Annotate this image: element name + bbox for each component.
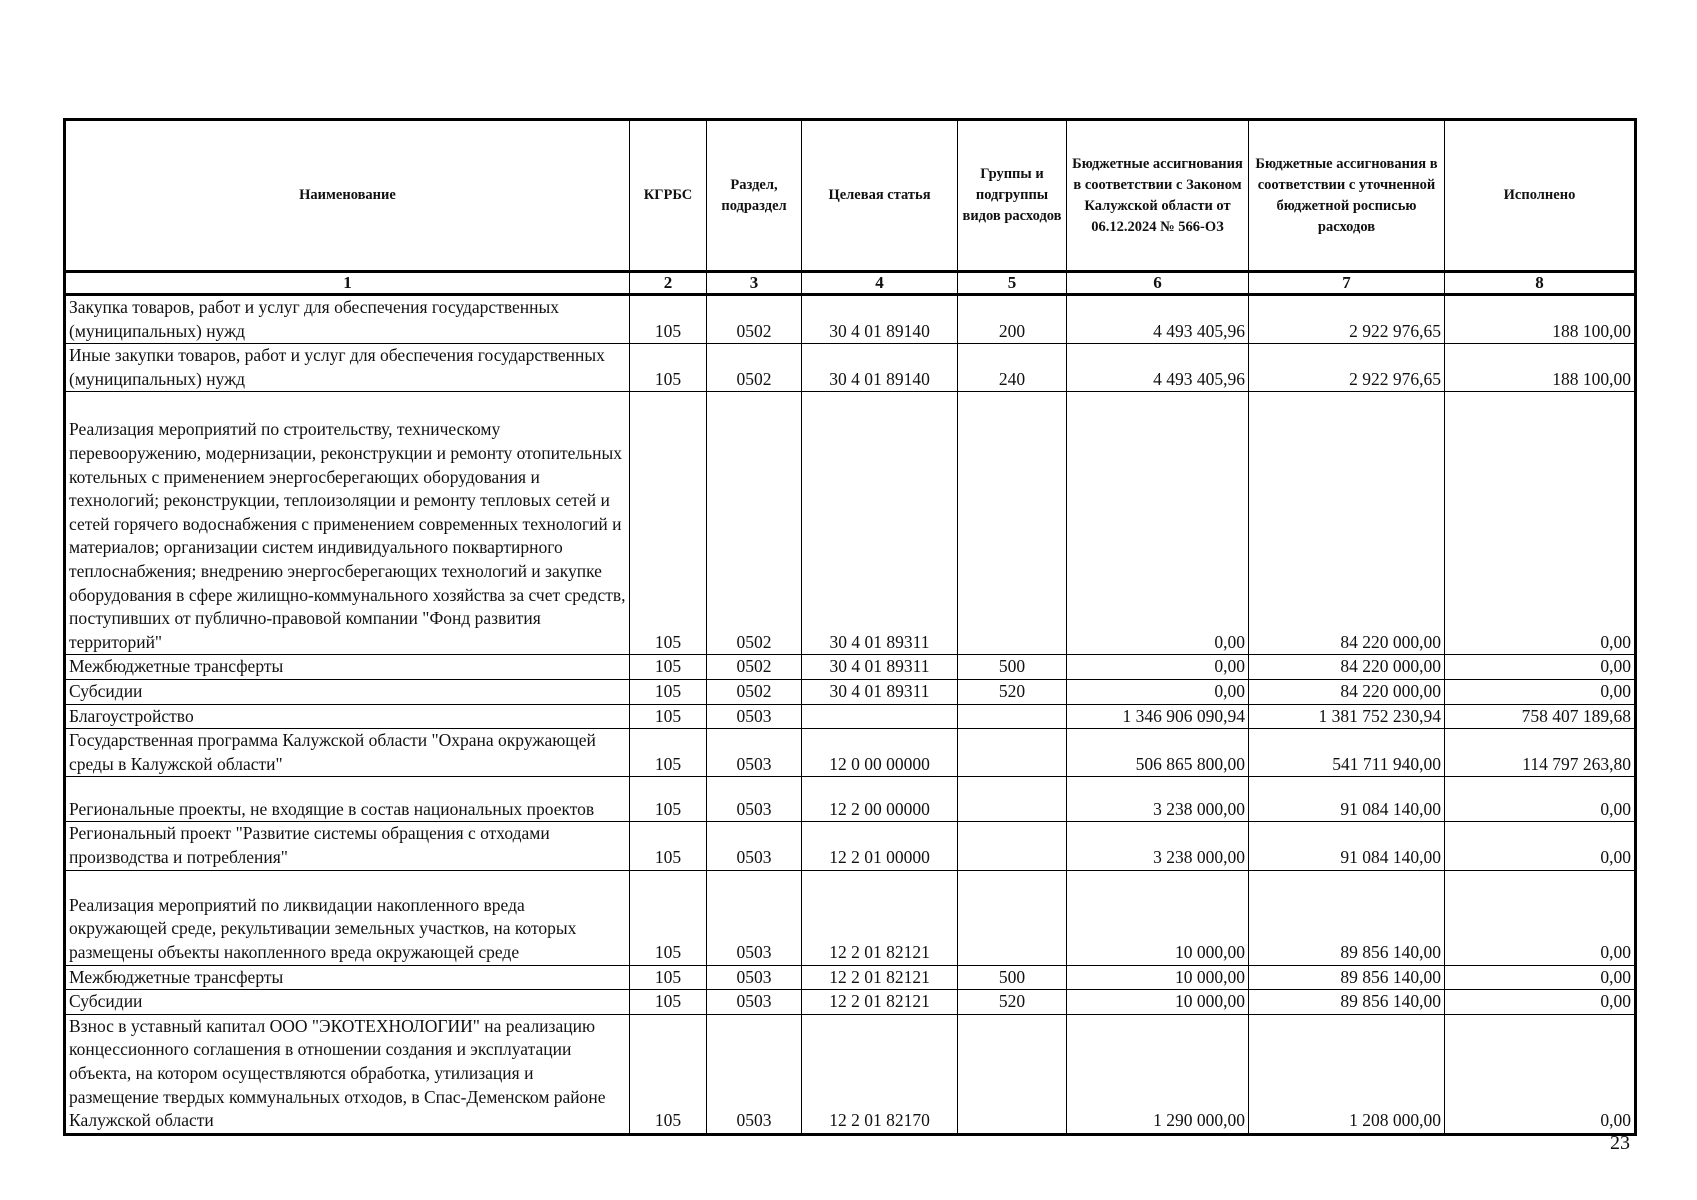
row-target-article: 12 2 01 82121 <box>802 965 958 990</box>
row-target-article: 30 4 01 89311 <box>802 679 958 704</box>
row-executed-amount: 0,00 <box>1445 990 1636 1015</box>
row-executed-amount: 0,00 <box>1445 965 1636 990</box>
row-name: Региональные проекты, не входящие в состав национальных проектов <box>65 777 630 822</box>
row-section: 0502 <box>707 392 802 655</box>
row-kgrbs: 105 <box>630 392 707 655</box>
row-executed-amount: 0,00 <box>1445 679 1636 704</box>
row-law-amount: 10 000,00 <box>1067 870 1249 965</box>
row-kgrbs: 105 <box>630 295 707 344</box>
budget-table <box>63 118 1637 1136</box>
row-section: 0503 <box>707 1014 802 1134</box>
row-target-article: 30 4 01 89311 <box>802 655 958 680</box>
row-expense-group <box>958 777 1067 822</box>
row-refined-amount: 2 922 976,65 <box>1249 344 1445 392</box>
table-row <box>65 729 1636 777</box>
row-executed-amount: 0,00 <box>1445 822 1636 870</box>
row-target-article: 30 4 01 89140 <box>802 344 958 392</box>
row-target-article: 12 2 01 82170 <box>802 1014 958 1134</box>
row-section: 0503 <box>707 729 802 777</box>
row-law-amount: 0,00 <box>1067 679 1249 704</box>
row-law-amount: 0,00 <box>1067 392 1249 655</box>
row-section: 0503 <box>707 870 802 965</box>
row-expense-group <box>958 704 1067 729</box>
table-row <box>65 344 1636 392</box>
table-row <box>65 965 1636 990</box>
table-row <box>65 822 1636 870</box>
header-expense-groups: Группы и подгруппы видов расходов <box>958 120 1067 272</box>
row-kgrbs: 105 <box>630 965 707 990</box>
row-section: 0503 <box>707 822 802 870</box>
row-kgrbs: 105 <box>630 704 707 729</box>
row-refined-amount: 541 711 940,00 <box>1249 729 1445 777</box>
row-section: 0502 <box>707 344 802 392</box>
row-kgrbs: 105 <box>630 990 707 1015</box>
row-section: 0503 <box>707 777 802 822</box>
row-name: Иные закупки товаров, работ и услуг для обеспечения государственных (муниципальных) нужд <box>65 344 630 392</box>
row-name: Благоустройство <box>65 704 630 729</box>
row-name: Субсидии <box>65 990 630 1015</box>
row-name: Межбюджетные трансферты <box>65 965 630 990</box>
header-refined-appropriations: Бюджетные ассигнования в соответствии с уточненной бюджетной росписью расходов <box>1249 120 1445 272</box>
row-refined-amount: 1 381 752 230,94 <box>1249 704 1445 729</box>
row-law-amount: 1 346 906 090,94 <box>1067 704 1249 729</box>
table-header <box>65 120 1636 295</box>
row-kgrbs: 105 <box>630 777 707 822</box>
column-number: 8 <box>1445 272 1636 295</box>
table-row <box>65 1014 1636 1134</box>
column-numbers-row <box>65 272 1636 295</box>
table-row <box>65 679 1636 704</box>
row-kgrbs: 105 <box>630 870 707 965</box>
row-expense-group <box>958 822 1067 870</box>
row-refined-amount: 84 220 000,00 <box>1249 679 1445 704</box>
row-kgrbs: 105 <box>630 344 707 392</box>
row-executed-amount: 0,00 <box>1445 655 1636 680</box>
row-expense-group: 520 <box>958 990 1067 1015</box>
row-law-amount: 4 493 405,96 <box>1067 344 1249 392</box>
row-law-amount: 3 238 000,00 <box>1067 822 1249 870</box>
row-name: Закупка товаров, работ и услуг для обеспечения государственных (муниципальных) нужд <box>65 295 630 344</box>
row-executed-amount: 0,00 <box>1445 392 1636 655</box>
page-number: 23 <box>1610 1132 1630 1154</box>
column-number: 5 <box>958 272 1067 295</box>
row-expense-group <box>958 392 1067 655</box>
row-expense-group <box>958 729 1067 777</box>
row-executed-amount: 0,00 <box>1445 870 1636 965</box>
row-section: 0503 <box>707 704 802 729</box>
row-target-article <box>802 704 958 729</box>
row-refined-amount: 89 856 140,00 <box>1249 870 1445 965</box>
row-expense-group: 500 <box>958 655 1067 680</box>
row-target-article: 12 2 01 82121 <box>802 990 958 1015</box>
row-expense-group <box>958 870 1067 965</box>
row-name: Государственная программа Калужской области "Охрана окружающей среды в Калужской области" <box>65 729 630 777</box>
table-row <box>65 704 1636 729</box>
column-number: 7 <box>1249 272 1445 295</box>
table-row <box>65 295 1636 344</box>
table-body <box>65 295 1636 1135</box>
row-section: 0503 <box>707 990 802 1015</box>
row-section: 0502 <box>707 655 802 680</box>
row-law-amount: 10 000,00 <box>1067 990 1249 1015</box>
row-target-article: 12 2 01 82121 <box>802 870 958 965</box>
row-expense-group: 240 <box>958 344 1067 392</box>
row-law-amount: 10 000,00 <box>1067 965 1249 990</box>
row-kgrbs: 105 <box>630 679 707 704</box>
row-refined-amount: 84 220 000,00 <box>1249 655 1445 680</box>
header-name: Наименование <box>65 120 630 272</box>
row-executed-amount: 0,00 <box>1445 1014 1636 1134</box>
row-expense-group <box>958 1014 1067 1134</box>
row-law-amount: 506 865 800,00 <box>1067 729 1249 777</box>
table-row <box>65 392 1636 655</box>
column-number: 2 <box>630 272 707 295</box>
row-refined-amount: 1 208 000,00 <box>1249 1014 1445 1134</box>
row-name: Межбюджетные трансферты <box>65 655 630 680</box>
row-expense-group: 500 <box>958 965 1067 990</box>
row-executed-amount: 758 407 189,68 <box>1445 704 1636 729</box>
header-section: Раздел, подраздел <box>707 120 802 272</box>
row-law-amount: 4 493 405,96 <box>1067 295 1249 344</box>
row-law-amount: 0,00 <box>1067 655 1249 680</box>
row-expense-group: 520 <box>958 679 1067 704</box>
row-refined-amount: 91 084 140,00 <box>1249 822 1445 870</box>
row-executed-amount: 188 100,00 <box>1445 295 1636 344</box>
row-target-article: 30 4 01 89140 <box>802 295 958 344</box>
row-executed-amount: 114 797 263,80 <box>1445 729 1636 777</box>
row-refined-amount: 89 856 140,00 <box>1249 990 1445 1015</box>
row-expense-group: 200 <box>958 295 1067 344</box>
row-law-amount: 3 238 000,00 <box>1067 777 1249 822</box>
row-name: Региональный проект "Развитие системы обращения с отходами производства и потребления" <box>65 822 630 870</box>
column-number: 1 <box>65 272 630 295</box>
row-section: 0502 <box>707 679 802 704</box>
row-kgrbs: 105 <box>630 655 707 680</box>
row-kgrbs: 105 <box>630 822 707 870</box>
row-refined-amount: 2 922 976,65 <box>1249 295 1445 344</box>
row-name: Реализация мероприятий по строительству, техническому перевооружению, модернизации, реконструкции и ремонту отопительных котельных с применением энергосберегающих оборудования и технологий; реконструкции, теплоизоляции и ремонту тепловых сетей и сетей горячего водоснабжения с применением современных технологий и материалов; организации систем индивидуального поквартирного теплоснабжения; внедрению энергосберегающих технологий и закупке оборудования в сфере жилищно-коммунального хозяйства за счет средств, поступивших от публично-правовой компании "Фонд развития территорий" <box>65 392 630 655</box>
column-number: 6 <box>1067 272 1249 295</box>
column-number: 3 <box>707 272 802 295</box>
row-section: 0502 <box>707 295 802 344</box>
row-law-amount: 1 290 000,00 <box>1067 1014 1249 1134</box>
row-section: 0503 <box>707 965 802 990</box>
table-row <box>65 777 1636 822</box>
row-kgrbs: 105 <box>630 1014 707 1134</box>
row-target-article: 12 0 00 00000 <box>802 729 958 777</box>
header-executed: Исполнено <box>1445 120 1636 272</box>
row-name: Субсидии <box>65 679 630 704</box>
table-row <box>65 870 1636 965</box>
row-refined-amount: 84 220 000,00 <box>1249 392 1445 655</box>
row-target-article: 12 2 00 00000 <box>802 777 958 822</box>
row-target-article: 12 2 01 00000 <box>802 822 958 870</box>
table-row <box>65 990 1636 1015</box>
row-refined-amount: 91 084 140,00 <box>1249 777 1445 822</box>
row-target-article: 30 4 01 89311 <box>802 392 958 655</box>
header-target-article: Целевая статья <box>802 120 958 272</box>
row-executed-amount: 188 100,00 <box>1445 344 1636 392</box>
row-name: Взнос в уставный капитал ООО "ЭКОТЕХНОЛОГИИ" на реализацию концессионного соглашения в отношении создания и эксплуатации объекта, на котором осуществляются обработка, утилизация и размещение твердых коммунальных отходов, в Спас-Деменском районе Калужской области <box>65 1014 630 1134</box>
header-kgrbs: КГРБС <box>630 120 707 272</box>
row-executed-amount: 0,00 <box>1445 777 1636 822</box>
table-row <box>65 655 1636 680</box>
row-kgrbs: 105 <box>630 729 707 777</box>
row-name: Реализация мероприятий по ликвидации накопленного вреда окружающей среде, рекультивации земельных участков, на которых размещены объекты накопленного вреда окружающей среде <box>65 870 630 965</box>
row-refined-amount: 89 856 140,00 <box>1249 965 1445 990</box>
header-law-appropriations: Бюджетные ассигнования в соответствии с Законом Калужской области от 06.12.2024 № 566-ОЗ <box>1067 120 1249 272</box>
column-number: 4 <box>802 272 958 295</box>
